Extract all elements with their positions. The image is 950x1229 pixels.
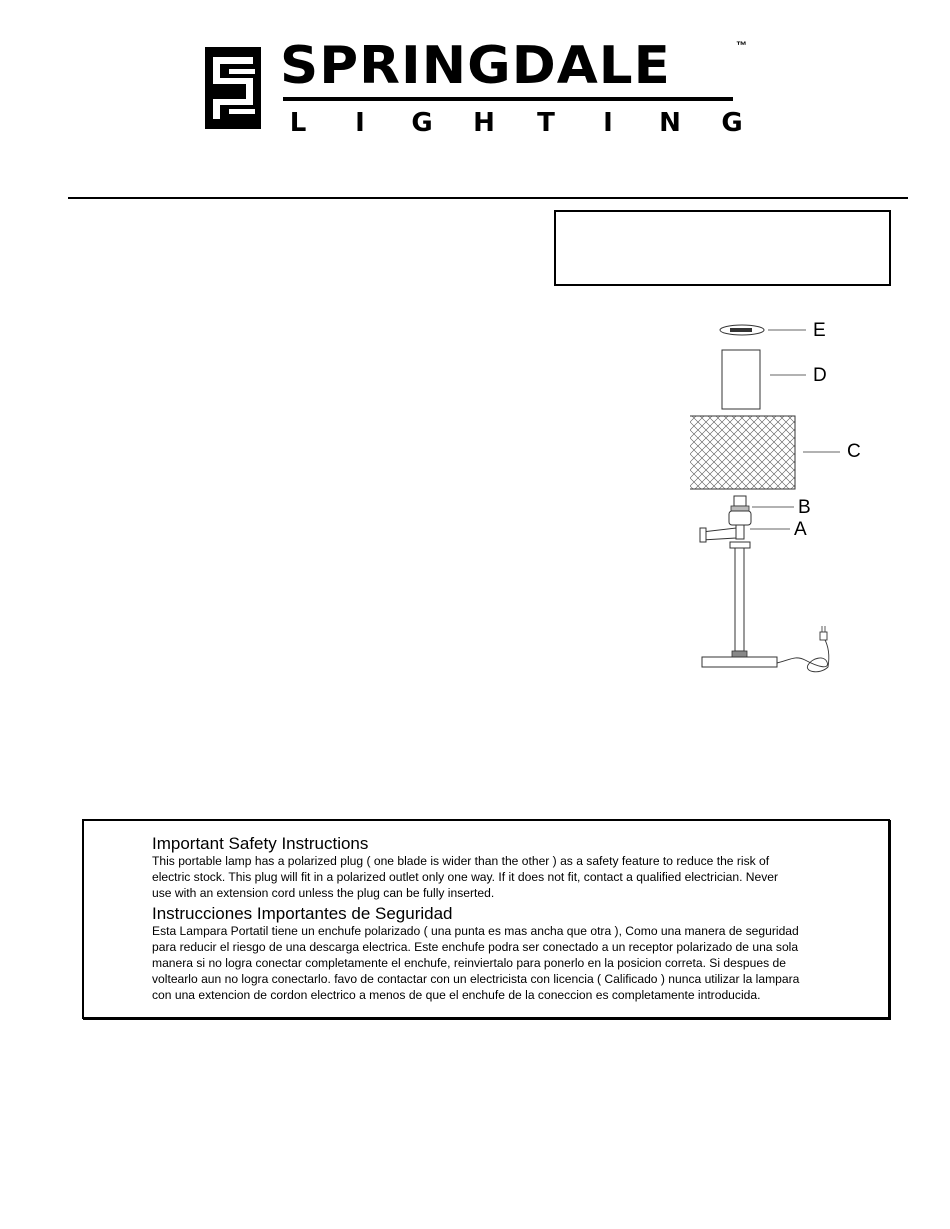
part-c-shade bbox=[690, 416, 840, 489]
tagline-letter: H bbox=[473, 108, 495, 138]
logo-underline bbox=[283, 97, 733, 101]
safety-line: manera si no logra conectar completamente el enchufe, reinviertalo para ponerlo en la posicion correta. Si despues de bbox=[152, 956, 786, 971]
safety-line: para reducir el riesgo de una descarga electrica. Este enchufe podra ser conectado a un receptor polarizado de una sola bbox=[152, 939, 799, 954]
part-e-finial bbox=[720, 325, 806, 335]
part-label-a: A bbox=[794, 519, 807, 540]
safety-heading-spanish: Instrucciones Importantes de Seguridad bbox=[152, 903, 453, 923]
model-label-box bbox=[554, 210, 891, 286]
part-label-c: C bbox=[847, 441, 861, 462]
safety-heading-english: Important Safety Instructions bbox=[152, 834, 369, 853]
part-label-b: B bbox=[798, 497, 811, 518]
brand-name: SPRINGDALE bbox=[280, 36, 671, 96]
springdale-logo-mark bbox=[205, 47, 261, 129]
part-b-socket bbox=[729, 496, 794, 525]
safety-text-english bbox=[152, 853, 852, 902]
safety-text-spanish bbox=[152, 923, 852, 1004]
tagline-letter: G bbox=[721, 108, 743, 138]
header-divider bbox=[68, 197, 908, 199]
safety-line: electric stock. This plug will fit in a polarized outlet only one way. If it does not fit, contact a qualified electrician. Never bbox=[152, 870, 779, 885]
safety-line: use with an extension cord unless the plug can be fully inserted. bbox=[152, 886, 495, 901]
tagline-letter: I bbox=[603, 108, 613, 138]
tagline-letter: T bbox=[537, 108, 555, 138]
tagline-letter: L bbox=[289, 108, 307, 138]
safety-line: This portable lamp has a polarized plug ( one blade is wider than the other ) as a safety feature to reduce the risk of bbox=[152, 854, 770, 868]
trademark-symbol: ™ bbox=[736, 40, 747, 52]
safety-instructions-content bbox=[152, 834, 852, 1006]
tagline-letter: N bbox=[659, 108, 681, 138]
part-d-diffuser bbox=[722, 350, 806, 409]
lamp-body bbox=[702, 548, 829, 672]
tagline-letter: G bbox=[411, 108, 433, 138]
part-label-e: E bbox=[813, 320, 826, 341]
brand-tagline bbox=[285, 108, 745, 138]
safety-line: con una extencion de cordon electrico a menos de que el enchufe de la coneccion es completamente introducida. bbox=[152, 988, 761, 1003]
part-a-swing-arm bbox=[700, 525, 790, 548]
safety-line: Esta Lampara Portatil tiene un enchufe polarizado ( una punta es mas ancha que otra ), Como una manera de seguridad bbox=[152, 923, 799, 938]
lamp-exploded-diagram bbox=[690, 310, 880, 685]
tagline-letter: I bbox=[355, 108, 365, 138]
safety-line: voltearlo aun no logra conectarlo. favo de contactar con un electricista con licencia ( Calificado ) nunca utilizar la lampara bbox=[152, 972, 800, 987]
part-label-d: D bbox=[813, 365, 827, 386]
